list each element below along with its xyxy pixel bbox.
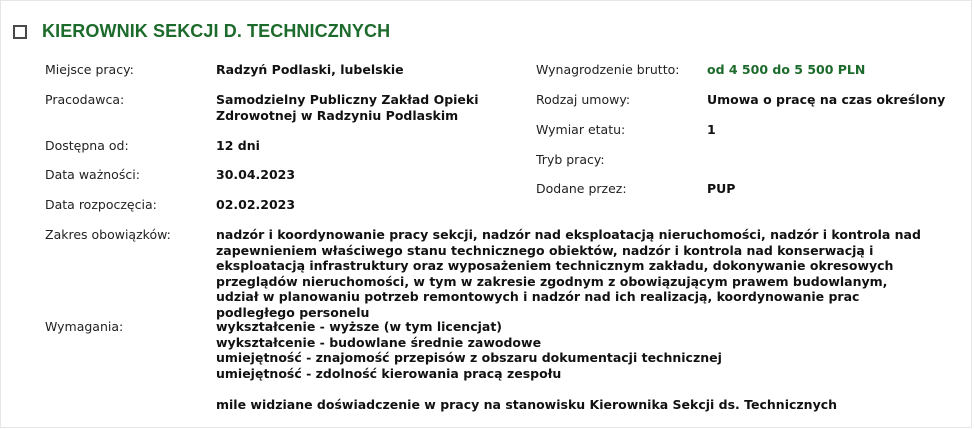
requirement-spacer [216, 381, 926, 397]
dostepna-value: 12 dni [216, 138, 260, 153]
pracodawca-label: Pracodawca: [45, 92, 125, 107]
wymagania-label: Wymagania: [45, 319, 124, 334]
rozpoczecie-label: Data rozpoczęcia: [45, 197, 157, 212]
zakres-text: nadzór i koordynowanie pracy sekcji, nadzór nad eksploatacją nieruchomości, nadzór i kontrola nad zapewnieniem właściwego stanu technicznego obiektów, nadzór i kontrola nad konserwacją i eksploatacją infrastruktury oraz wyposażeniem technicznym zakładu, dokonywanie okresowych przeglądów nieruchomości, w tym w zakresie zgodnym z obowiązującym prawem budowlanym, udział w planowaniu potrzeb remontowych i nadzór nad ich realizacją, koordynowanie prac podległego personelu [216, 227, 921, 320]
zakres-label: Zakres obowiązków: [45, 227, 171, 242]
pracodawca-value: Samodzielny Publiczny Zakład Opieki Zdrowotnej w Radzyniu Podlaskim [216, 92, 479, 123]
umowa-value: Umowa o pracę na czas określony [707, 92, 946, 107]
tryb-label: Tryb pracy: [536, 152, 605, 167]
waznosc-value: 30.04.2023 [216, 167, 296, 182]
wymagania-list [216, 319, 926, 412]
requirement-item: umiejętność - zdolność kierowania pracą zespołu [216, 365, 562, 381]
dodane-value: PUP [707, 181, 736, 196]
wynagrodzenie-label: Wynagrodzenie brutto: [536, 62, 680, 77]
wynagrodzenie-value: od 4 500 do 5 500 PLN [707, 62, 866, 77]
etat-label: Wymiar etatu: [536, 122, 626, 137]
offer-header [13, 21, 390, 42]
miejsce-label: Miejsce pracy: [45, 62, 134, 77]
requirement-item: umiejętność - znajomość przepisów z obszaru dokumentacji technicznej [216, 350, 722, 365]
umowa-label: Rodzaj umowy: [536, 92, 631, 107]
rozpoczecie-value: 02.02.2023 [216, 197, 296, 212]
requirement-item: wykształcenie - budowlane średnie zawodowe [216, 334, 542, 350]
etat-value: 1 [707, 122, 716, 137]
miejsce-value: Radzyń Podlaski, lubelskie [216, 62, 404, 77]
dostepna-label: Dostępna od: [45, 138, 129, 153]
waznosc-label: Data ważności: [45, 167, 140, 182]
offer-title[interactable]: KIEROWNIK SEKCJI D. TECHNICZNYCH [42, 21, 391, 41]
select-checkbox[interactable] [13, 25, 27, 39]
requirement-item: wykształcenie - wyższe (w tym licencjat) [216, 319, 503, 334]
requirement-note: mile widziane doświadczenie w pracy na stanowisku Kierownika Sekcji ds. Technicznych [216, 396, 838, 412]
dodane-label: Dodane przez: [536, 181, 627, 196]
